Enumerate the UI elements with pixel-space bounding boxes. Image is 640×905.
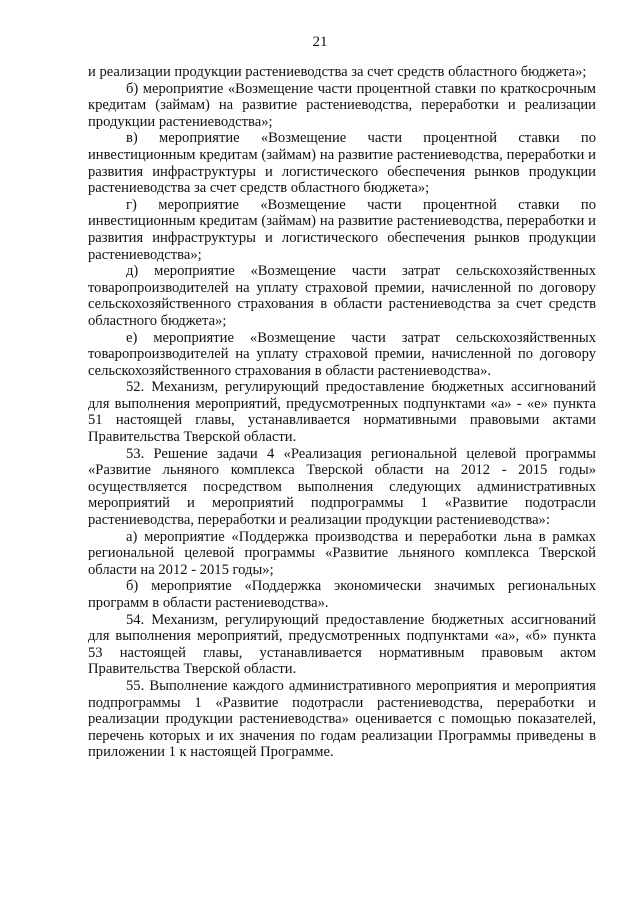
paragraph-53: 53. Решение задачи 4 «Реализация региональной целевой программы «Развитие льняного комплекса Тверской области на 2012 - 2015 годы» осуществляется посредством выполнения следующих административных мероприятий и мероприятий подпрограммы 1 «Развитие подотрасли растениеводства, переработки и реализации продукции растениеводства»:: [88, 445, 596, 529]
paragraph-item-e: е) мероприятие «Возмещение части затрат сельскохозяйственных товаропроизводителей на уплату страховой премии, начисленной по договору сельскохозяйственного страхования в области растениеводства».: [88, 329, 596, 379]
paragraph-53-item-a: а) мероприятие «Поддержка производства и переработки льна в рамках региональной целевой программы «Развитие льняного комплекса Тверской области на 2012 - 2015 годы»;: [88, 528, 596, 578]
paragraph-item-g: г) мероприятие «Возмещение части процентной ставки по инвестиционным кредитам (займам) на развитие растениеводства, переработки и развития инфраструктуры и логистического обеспечения рынков продукции растениеводства»;: [88, 196, 596, 263]
paragraph-52: 52. Механизм, регулирующий предоставление бюджетных ассигнований для выполнения мероприятий, предусмотренных подпунктами «а» - «е» пункта 51 настоящей главы, устанавливается нормативными правовыми актами Правительства Тверской области.: [88, 379, 596, 446]
paragraph-item-v: в) мероприятие «Возмещение части процентной ставки по инвестиционным кредитам (займам) на развитие растениеводства, переработки и развития инфраструктуры и логистического обеспечения рынков продукции растениеводства за счет средств областного бюджета»;: [88, 130, 596, 197]
paragraph-53-item-b: б) мероприятие «Поддержка экономически значимых региональных программ в области растениеводства».: [88, 578, 596, 611]
paragraph-continuation: и реализации продукции растениеводства за счет средств областного бюджета»;: [88, 64, 587, 80]
paragraph-item-b: б) мероприятие «Возмещение части процентной ставки по краткосрочным кредитам (займам) на развитие растениеводства, переработки и реализации продукции растениеводства»;: [88, 80, 596, 130]
paragraph-55: 55. Выполнение каждого административного мероприятия и мероприятия подпрограммы 1 «Развитие подотрасли растениеводства, переработки и реализации продукции растениеводства» оценивается с помощью показателей, перечень которых и их значения по годам реализации Программы приведены в приложении 1 к настоящей Программе.: [88, 677, 596, 761]
paragraph-item-d: д) мероприятие «Возмещение части затрат сельскохозяйственных товаропроизводителей на уплату страховой премии, начисленной по договору сельскохозяйственного страхования в области растениеводства за счет средств областного бюджета»;: [88, 263, 596, 329]
document-body: [88, 64, 596, 761]
page-number: 21: [312, 34, 328, 50]
paragraph-54: 54. Механизм, регулирующий предоставление бюджетных ассигнований для выполнения мероприятий, предусмотренных подпунктами «а», «б» пункта 53 настоящей главы, устанавливается нормативным правовым актом Правительства Тверской области.: [88, 611, 596, 678]
